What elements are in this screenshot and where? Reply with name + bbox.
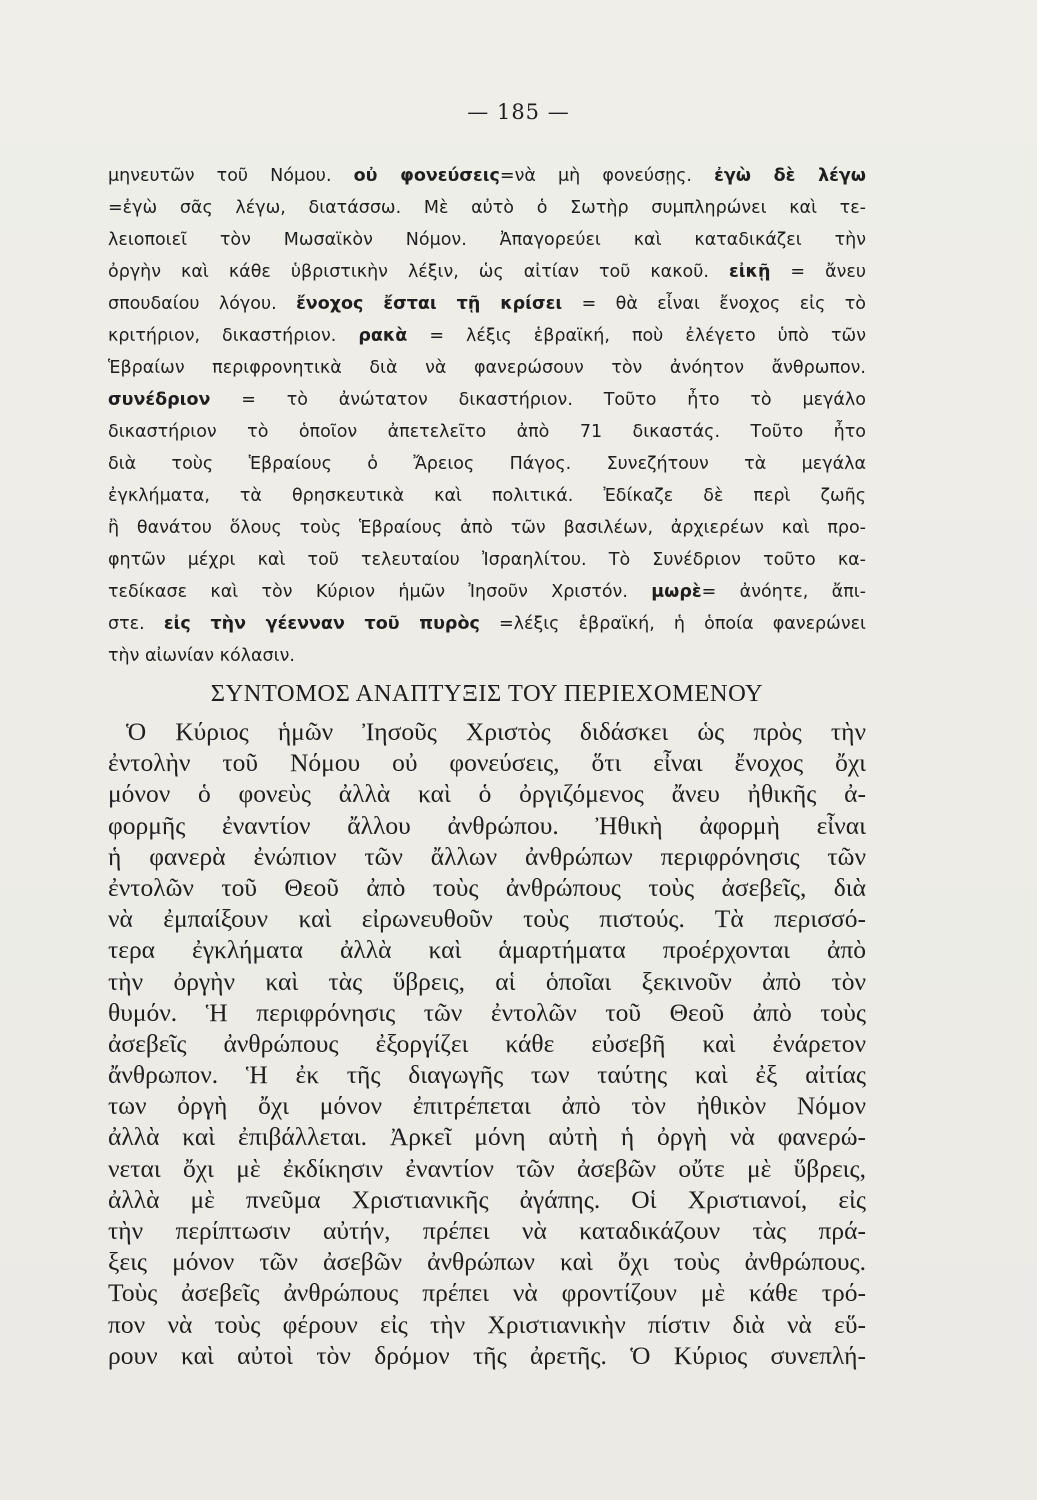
section-heading: ΣΥΝΤΟΜΟΣ ΑΝΑΠΤΥΞΙΣ ΤΟΥ ΠΕΡΙΕΧΟΜΕΝΟΥ <box>210 680 764 707</box>
note-text: =νὰ μὴ φονεύσῃς. <box>499 166 715 186</box>
notes-line <box>108 224 866 256</box>
notes-line <box>108 448 866 480</box>
notes-line <box>108 288 866 320</box>
body-line: τερα ἐγκλήματα ἀλλὰ καὶ ἁμαρτήματα προέρχονται ἀπὸ <box>108 935 866 965</box>
notes-line <box>108 320 866 352</box>
glossed-term: μωρὲ <box>651 582 702 602</box>
body-line: θυμόν. Ἡ περιφρόνησις τῶν ἐντολῶν τοῦ Θεοῦ ἀπὸ τοὺς <box>108 997 866 1027</box>
glossed-term: ρακὰ <box>358 326 408 346</box>
body-line: ἄνθρωπον. Ἡ ἐκ τῆς διαγωγῆς των ταύτης καὶ ἐξ αἰτίας <box>108 1060 866 1090</box>
commentary-notes <box>108 160 866 672</box>
body-line: μόνον ὁ φονεὺς ἀλλὰ καὶ ὁ ὀργιζόμενος ἄνευ ἠθικῆς ἀ- <box>108 779 866 809</box>
note-text: = ἀνόητε, ἄπι- <box>701 582 866 602</box>
page-number: — 185 — <box>467 100 570 124</box>
body-line: τὴν ὀργὴν καὶ τὰς ὕβρεις, αἱ ὁποῖαι ξεκινοῦν ἀπὸ τὸν <box>108 966 866 996</box>
body-line: ἡ φανερὰ ἐνώπιον τῶν ἄλλων ἀνθρώπων περιφρόνησις τῶν <box>108 841 866 871</box>
glossed-term: οὐ φονεύσεις <box>353 166 500 186</box>
notes-line <box>108 480 866 512</box>
notes-line <box>108 192 866 224</box>
body-line: πον νὰ τοὺς φέρουν εἰς τὴν Χριστιανικὴν πίστιν διὰ νὰ εὕ- <box>108 1309 866 1339</box>
notes-line <box>108 544 866 576</box>
notes-line <box>108 384 866 416</box>
body-line: ἀλλὰ μὲ πνεῦμα Χριστιανικῆς ἀγάπης. Οἱ Χριστιανοί, εἰς <box>108 1184 866 1214</box>
note-text: στε. <box>108 614 164 634</box>
note-text: λειοποιεῖ τὸν Μωσαϊκὸν Νόμον. Ἀπαγορεύει καὶ καταδικάζει τὴν <box>108 230 866 250</box>
notes-line <box>108 640 866 672</box>
notes-line <box>108 512 866 544</box>
body-line: ἐντολὴν τοῦ Νόμου οὐ φονεύσεις, ὅτι εἶναι ἔνοχος ὄχι <box>108 748 866 778</box>
notes-line <box>108 416 866 448</box>
notes-line <box>108 256 866 288</box>
body-line: φορμῆς ἐναντίον ἄλλου ἀνθρώπου. Ἠθικὴ ἀφορμὴ εἶναι <box>108 810 866 840</box>
note-text: = ἄνευ <box>770 262 866 282</box>
body-line: ἀλλὰ καὶ ἐπιβάλλεται. Ἀρκεῖ μόνη αὐτὴ ἡ ὀργὴ νὰ φανερώ- <box>108 1122 866 1152</box>
note-text: μηνευτῶν τοῦ Νόμου. <box>108 166 354 186</box>
note-text: ὀργὴν καὶ κάθε ὑβριστικὴν λέξιν, ὡς αἰτίαν τοῦ κακοῦ. <box>108 262 729 282</box>
note-text: δικαστήριον τὸ ὁποῖον ἀπετελεῖτο ἀπὸ 71 δικαστάς. Τοῦτο ἦτο <box>108 422 866 442</box>
note-text: φητῶν μέχρι καὶ τοῦ τελευταίου Ἰσραηλίτου. Τὸ Συνέδριον τοῦτο κα- <box>108 550 866 570</box>
note-text: σπουδαίου λόγου. <box>108 294 297 314</box>
note-text: = θὰ εἶναι ἔνοχος εἰς τὸ <box>562 294 866 314</box>
body-line: ξεις μόνον τῶν ἀσεβῶν ἀνθρώπων καὶ ὄχι τοὺς ἀνθρώπους. <box>108 1247 866 1277</box>
note-text: ἢ θανάτου ὅλους τοὺς Ἑβραίους ἀπὸ τῶν βασιλέων, ἀρχιερέων καὶ προ- <box>108 518 866 538</box>
note-text: τεδίκασε καὶ τὸν Κύριον ἡμῶν Ἰησοῦν Χριστόν. <box>108 582 652 602</box>
body-line: νὰ ἐμπαίξουν καὶ εἰρωνευθοῦν τοὺς πιστούς. Τὰ περισσό- <box>108 904 866 934</box>
body-line: νεται ὄχι μὲ ἐκδίκησιν ἐναντίον τῶν ἀσεβῶν οὔτε μὲ ὕβρεις, <box>108 1153 866 1183</box>
note-text: =ἐγὼ σᾶς λέγω, διατάσσω. Μὲ αὐτὸ ὁ Σωτὴρ συμπληρώνει καὶ τε- <box>108 198 866 218</box>
body-line: ἐντολῶν τοῦ Θεοῦ ἀπὸ τοὺς ἀνθρώπους τοὺς ἀσεβεῖς, διὰ <box>108 872 866 902</box>
body-line: Τοὺς ἀσεβεῖς ἀνθρώπους πρέπει νὰ φροντίζουν μὲ κάθε τρό- <box>108 1278 866 1308</box>
body-line: τὴν περίπτωσιν αὐτήν, πρέπει νὰ καταδικάζουν τὰς πρά- <box>108 1216 866 1245</box>
note-text: κριτήριον, δικαστήριον. <box>108 326 359 346</box>
glossed-term: εἰς τὴν γέενναν τοῦ πυρὸς <box>163 614 480 634</box>
body-line: ρουν καὶ αὐτοὶ τὸν δρόμον τῆς ἀρετῆς. Ὁ Κύριος συνεπλή- <box>108 1340 866 1370</box>
note-text: = λέξις ἑβραϊκή, ποὺ ἐλέγετο ὑπὸ τῶν <box>407 326 866 346</box>
note-text: ἐγκλήματα, τὰ θρησκευτικὰ καὶ πολιτικά. Ἐδίκαζε δὲ περὶ ζωῆς <box>108 486 866 506</box>
body-line: ἀσεβεῖς ἀνθρώπους ἐξοργίζει κάθε εὐσεβῆ καὶ ἐνάρετον <box>108 1028 866 1058</box>
body-text <box>108 716 866 1371</box>
glossed-term: ἔνοχος ἔσται τῇ κρίσει <box>296 294 563 314</box>
notes-line <box>108 576 866 608</box>
glossed-term: συνέδριον <box>108 390 211 410</box>
note-text: =λέξις ἑβραϊκή, ἡ ὁποία φανερώνει <box>479 614 866 634</box>
note-text: τὴν αἰωνίαν κόλασιν. <box>108 646 295 666</box>
body-line: των ὀργὴ ὄχι μόνον ἐπιτρέπεται ἀπὸ τὸν ἠθικὸν Νόμον <box>108 1091 866 1121</box>
notes-line <box>108 608 866 640</box>
notes-line <box>108 160 866 192</box>
glossed-term: εἰκῇ <box>728 262 771 282</box>
note-text: διὰ τοὺς Ἑβραίους ὁ Ἄρειος Πάγος. Συνεζήτουν τὰ μεγάλα <box>108 454 866 474</box>
body-line: Ὁ Κύριος ἡμῶν Ἰησοῦς Χριστὸς διδάσκει ὡς πρὸς τὴν <box>126 717 866 746</box>
glossed-term: ἐγὼ δὲ λέγω <box>714 166 867 186</box>
note-text: Ἑβραίων περιφρονητικὰ διὰ νὰ φανερώσουν τὸν ἀνόητον ἄνθρωπον. <box>108 358 866 378</box>
notes-line <box>108 352 866 384</box>
note-text: = τὸ ἀνώτατον δικαστήριον. Τοῦτο ἦτο τὸ μεγάλο <box>210 390 866 410</box>
